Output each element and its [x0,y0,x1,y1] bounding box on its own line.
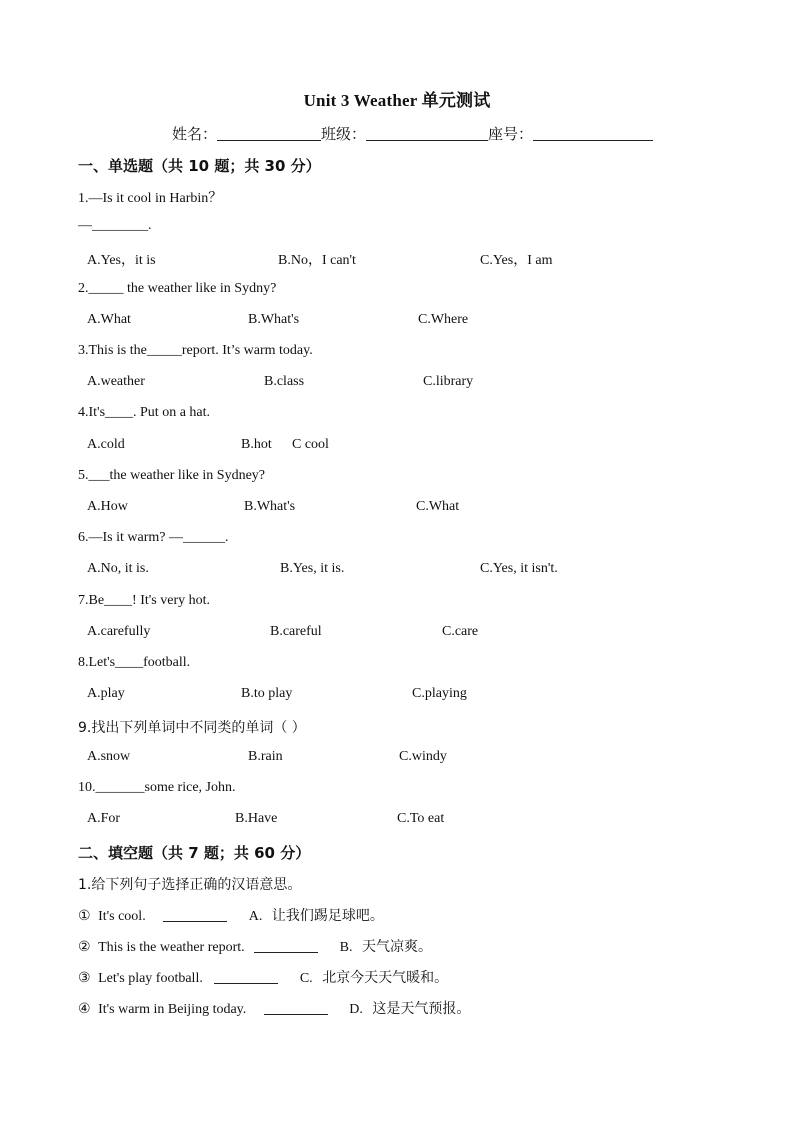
option-a[interactable]: A.No, it is. [87,561,149,576]
question-stem: 10._______some rice, John. [78,780,236,795]
option-c[interactable]: C.care [442,624,479,639]
match-item [78,967,448,987]
name-field[interactable] [217,126,321,141]
option-a[interactable]: A.Yes，it is [87,253,156,268]
item-letter: B. [339,940,353,955]
option-a[interactable]: A.snow [87,749,131,764]
option-c[interactable]: C.Where [418,312,469,327]
item-english: Let's play football. [98,971,203,986]
item-english: It's cool. [98,909,146,924]
option-a[interactable]: A.How [87,499,128,514]
option-c[interactable]: C.windy [399,749,447,764]
match-item [78,905,384,925]
option-b[interactable]: B.No，I can't [278,253,356,268]
seat-field[interactable] [533,126,653,141]
question-stem: 4.It's____. Put on a hat. [78,405,211,420]
answer-blank[interactable] [264,1001,328,1015]
item-letter: C. [299,971,313,986]
match-item [78,998,470,1018]
option-b[interactable]: B.careful [270,624,322,639]
option-c[interactable]: C.To eat [397,811,445,826]
option-a[interactable]: A.weather [87,374,145,389]
answer-blank[interactable] [254,939,318,953]
name-label: 姓名： [172,127,218,143]
class-field[interactable] [366,126,488,141]
option-c[interactable]: C.library [423,374,474,389]
item-english: It's warm in Beijing today. [98,1002,247,1017]
option-b[interactable]: B.Yes, it is. [280,561,345,576]
item-number: ③ [78,971,91,986]
question-stem: 6.—Is it warm? —______. [78,530,229,545]
option-b[interactable]: B.What's [248,312,300,327]
item-chinese: 天气凉爽。 [361,939,432,955]
question-stem: 9.找出下列单词中不同类的单词（ ） [78,720,306,736]
section-heading-fill: 二、填空题（共 7 题；共 60 分） [78,844,311,862]
option-b[interactable]: B.class [264,374,305,389]
item-chinese: 让我们踢足球吧。 [271,908,384,924]
item-letter: A. [248,909,263,924]
option-a[interactable]: A.play [87,686,125,701]
option-b[interactable]: B.to play [241,686,293,701]
option-b[interactable]: B.hot [241,437,272,452]
item-chinese: 这是天气预报。 [372,1001,471,1017]
question-stem: 7.Be____! It's very hot. [78,593,211,608]
option-b[interactable]: B.Have [235,811,278,826]
option-c[interactable]: C.What [416,499,460,514]
option-a[interactable]: A.carefully [87,624,151,639]
item-chinese: 北京今天天气暖和。 [322,970,449,986]
question-stem: 2._____ the weather like in Sydny? [78,281,277,296]
match-item [78,936,432,956]
question-stem: 1.—Is it cool in Harbin？ [78,191,223,206]
item-english: This is the weather report. [98,940,245,955]
question-answer-line: —________. [78,218,152,233]
class-label: 班级： [321,127,367,143]
student-info-line [172,123,653,144]
item-letter: D. [349,1002,363,1017]
answer-blank[interactable] [214,970,278,984]
page-title: Unit 3 Weather 单元测试 [303,91,491,110]
option-c[interactable]: C.playing [412,686,467,701]
option-c[interactable]: C cool [292,437,329,452]
question-stem: 8.Let's____football. [78,655,191,670]
option-b[interactable]: B.rain [248,749,283,764]
option-a[interactable]: A.cold [87,437,125,452]
question-stem: 5.___the weather like in Sydney? [78,468,266,483]
option-a[interactable]: A.What [87,312,131,327]
answer-blank[interactable] [163,908,227,922]
option-b[interactable]: B.What's [244,499,296,514]
section-heading-choice: 一、单选题（共 10 题；共 30 分） [78,157,321,175]
fill-intro: 1.给下列句子选择正确的汉语意思。 [78,877,302,893]
item-number: ② [78,940,91,955]
option-c[interactable]: C.Yes，I am [480,253,553,268]
seat-label: 座号： [488,127,534,143]
item-number: ④ [78,1002,91,1017]
item-number: ① [78,909,91,924]
question-stem: 3.This is the_____report. It’s warm today. [78,343,313,358]
option-c[interactable]: C.Yes, it isn't. [480,561,558,576]
option-a[interactable]: A.For [87,811,121,826]
